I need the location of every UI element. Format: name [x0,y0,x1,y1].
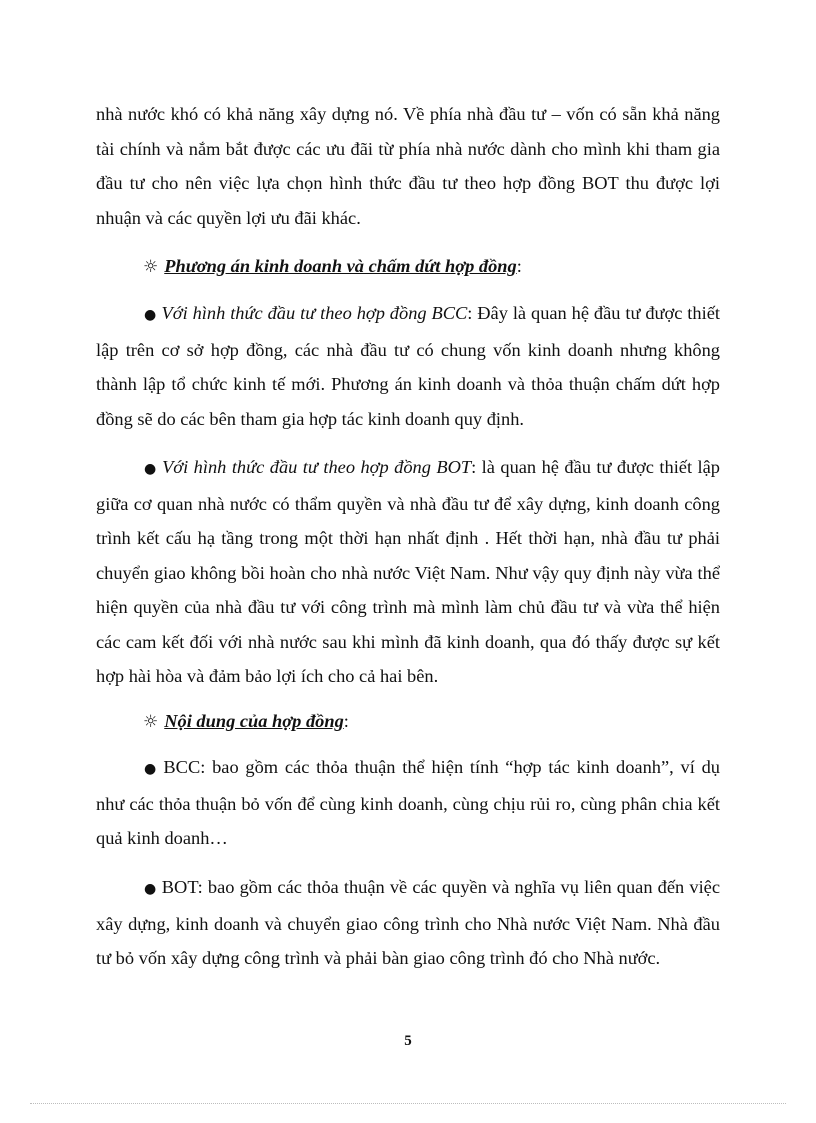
page-bottom-divider [30,1103,786,1104]
bot-body-text: : là quan hệ đầu tư được thiết lập giữa cơ quan nhà nước có thẩm quyền và nhà đầu tư để xây dựng, kinh doanh công trình kết cấu hạ tầng trong một thời hạn nhất định . Hết thời hạn, nhà đầu tư phải chuyển giao không bồi hoàn cho nhà nước Việt Nam. Như vậy quy định này vừa thể hiện quyền của nhà đầu tư với công trình mà mình làm chủ đầu tư và vừa thể hiện các cam kết đối với nhà nước sau khi mình đã kinh doanh, qua đó thấy được sự kết hợp hài hòa và đảm bảo lợi ích cho cả hai bên. [96,457,720,686]
page-number: 5 [404,1033,412,1049]
sun-icon: ☼ [143,257,159,277]
section-heading-suffix: : [343,711,349,731]
intro-paragraph-text: nhà nước khó có khả năng xây dựng nó. Về phía nhà đầu tư – vốn có sẵn khả năng tài chính và nắm bắt được các ưu đãi từ phía nhà nước dành cho mình khi tham gia đầu tư cho nên việc lựa chọn hình thức đầu tư theo hợp đồng BOT thu được lợi nhuận và các quyền lợi ưu đãi khác. [96,104,720,228]
bcc-body-text: : Đây là quan hệ đầu tư được thiết lập trên cơ sở hợp đồng, các nhà đầu tư có chung vốn kinh doanh nhưng không thành lập tổ chức kinh tế mới. Phương án kinh doanh và thỏa thuận chấm dứt hợp đồng sẽ do các bên tham gia hợp tác kinh doanh quy định. [96,303,720,429]
bullet-icon: ● [144,461,158,477]
bcc-content-text: BCC: bao gồm các thỏa thuận thể hiện tính “hợp tác kinh doanh”, ví dụ như các thỏa thuận bỏ vốn để cùng kinh doanh, cùng chịu rủi ro, cùng phân chia kết quả kinh doanh… [96,757,720,848]
section-heading-contract-content [143,706,349,737]
bcc-business-paragraph [96,296,720,436]
bot-content-paragraph [96,870,720,976]
bullet-icon: ● [144,307,157,323]
bullet-icon: ● [144,881,157,897]
section-heading-text: Phương án kinh doanh và chấm dứt hợp đồng [164,256,517,276]
section-heading-suffix: : [516,256,522,276]
bcc-content-paragraph [96,750,720,856]
section-heading-text: Nội dung của hợp đồng [164,711,344,731]
section-heading-business-plan [143,251,522,282]
sun-icon: ☼ [143,712,159,732]
bullet-icon: ● [144,761,159,777]
bot-lead-text: Với hình thức đầu tư theo hợp đồng BOT [162,457,472,477]
intro-paragraph [96,97,720,235]
bot-business-paragraph [96,450,720,694]
bot-content-text: BOT: bao gồm các thỏa thuận về các quyền và nghĩa vụ liên quan đến việc xây dựng, kinh doanh và chuyển giao công trình cho Nhà nước Việt Nam. Nhà đầu tư bỏ vốn xây dựng công trình và phải bàn giao công trình đó cho Nhà nước. [96,877,720,968]
bcc-lead-text: Với hình thức đầu tư theo hợp đồng BCC [161,303,468,323]
